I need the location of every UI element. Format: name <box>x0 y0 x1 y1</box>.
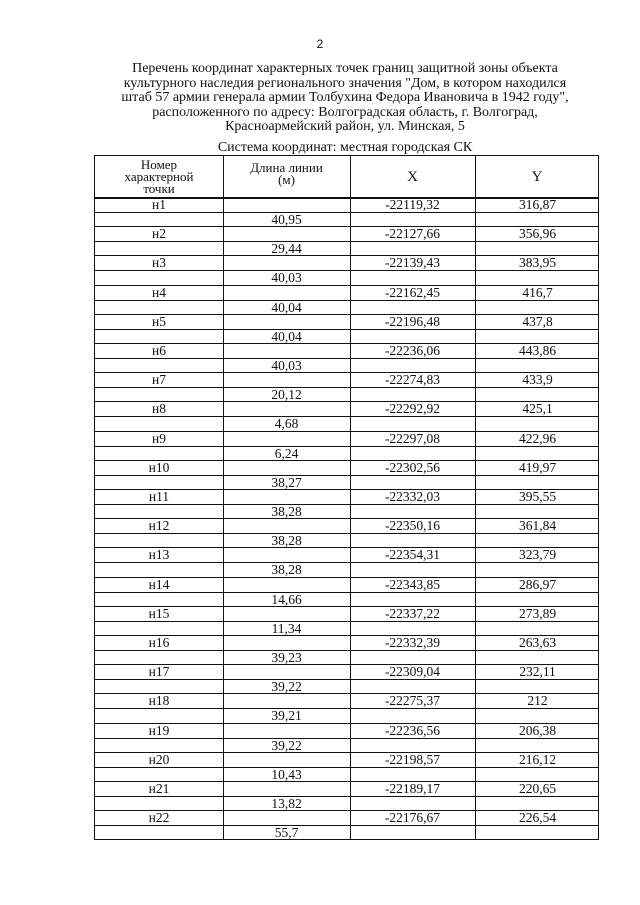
y-coordinate-cell: 356,96 <box>518 226 557 242</box>
x-coordinate-cell: -22189,17 <box>384 781 441 796</box>
y-coordinate-cell: 273,89 <box>518 605 557 621</box>
line-length-cell: 39,21 <box>271 708 302 724</box>
point-name-cell: н18 <box>148 693 170 709</box>
point-name-cell: н1 <box>152 197 166 212</box>
x-coordinate-cell: -22198,57 <box>384 751 441 767</box>
line-length-cell: 38,28 <box>271 533 302 549</box>
line-length-cell: 39,23 <box>271 650 302 665</box>
x-coordinate-cell: -22275,37 <box>384 693 441 709</box>
point-name-cell: н12 <box>148 518 170 534</box>
y-coordinate-cell: 220,65 <box>518 781 557 796</box>
title-line: расположенного по адресу: Волгоградская область, г. Волгоград, <box>152 104 538 120</box>
y-coordinate-cell: 206,38 <box>518 722 557 738</box>
header-y: Y <box>531 168 543 185</box>
x-coordinate-cell: -22350,16 <box>384 518 441 534</box>
title-line: Красноармейский район, ул. Минская, 5 <box>225 119 465 134</box>
line-length-cell: 6,24 <box>274 445 299 461</box>
point-name-cell: н5 <box>152 313 166 329</box>
line-length-cell: 13,82 <box>271 796 302 811</box>
line-length-cell: 40,95 <box>271 212 302 227</box>
x-coordinate-cell: -22337,22 <box>384 605 441 621</box>
y-coordinate-cell: 286,97 <box>518 576 557 592</box>
header-length: Длина линии (м) <box>250 159 323 187</box>
point-name-cell: н7 <box>152 372 166 388</box>
document-title <box>95 62 595 135</box>
x-coordinate-cell: -22354,31 <box>384 547 441 563</box>
line-length-cell: 40,03 <box>271 358 302 373</box>
point-name-cell: н14 <box>148 576 170 592</box>
x-coordinate-cell: -22302,56 <box>384 459 441 475</box>
x-coordinate-cell: -22332,03 <box>384 489 441 504</box>
y-coordinate-cell: 263,63 <box>518 635 557 650</box>
point-name-cell: н8 <box>152 401 166 417</box>
y-coordinate-cell: 443,86 <box>518 343 557 358</box>
point-name-cell: н17 <box>148 664 170 680</box>
line-length-cell: 4,68 <box>274 416 299 432</box>
x-coordinate-cell: -22162,45 <box>384 284 441 300</box>
line-length-cell: 39,22 <box>271 737 302 753</box>
x-coordinate-cell: -22292,92 <box>384 401 441 417</box>
page-number: 2 <box>316 37 324 51</box>
x-coordinate-cell: -22297,08 <box>384 430 441 446</box>
coordinate-system-caption: Система координат: местная городская СК <box>217 140 473 155</box>
y-coordinate-cell: 437,8 <box>522 313 553 329</box>
point-name-cell: н21 <box>148 781 170 796</box>
x-coordinate-cell: -22196,48 <box>384 313 441 329</box>
line-length-cell: 40,04 <box>271 328 302 344</box>
coordinates-table <box>94 155 599 840</box>
title-line: штаб 57 армии генерала армии Толбухина Федора Ивановича в 1942 году", <box>121 90 569 105</box>
line-length-cell: 38,28 <box>271 504 302 519</box>
header-point: Номер характерной точки <box>124 156 194 196</box>
y-coordinate-cell: 323,79 <box>518 547 557 563</box>
y-coordinate-cell: 216,12 <box>518 751 557 767</box>
line-length-cell: 39,22 <box>271 679 302 695</box>
y-coordinate-cell: 419,97 <box>518 459 557 475</box>
point-name-cell: н2 <box>152 226 166 242</box>
point-name-cell: н11 <box>148 489 170 504</box>
line-length-cell: 14,66 <box>271 591 302 607</box>
point-name-cell: н3 <box>152 255 166 271</box>
x-coordinate-cell: -22176,67 <box>384 810 441 826</box>
y-coordinate-cell: 416,7 <box>522 284 553 300</box>
x-coordinate-cell: -22119,32 <box>385 197 440 212</box>
point-name-cell: н9 <box>152 430 166 446</box>
line-length-cell: 20,12 <box>271 387 302 403</box>
point-name-cell: н19 <box>148 722 170 738</box>
y-coordinate-cell: 425,1 <box>522 401 553 417</box>
point-name-cell: н6 <box>152 343 166 358</box>
point-name-cell: н15 <box>148 605 170 621</box>
title-line: Перечень координат характерных точек границ защитной зоны объекта <box>132 61 558 76</box>
y-coordinate-cell: 226,54 <box>518 810 557 826</box>
x-coordinate-cell: -22343,85 <box>384 576 441 592</box>
point-name-cell: н4 <box>152 284 166 300</box>
y-coordinate-cell: 383,95 <box>518 255 557 271</box>
x-coordinate-cell: -22309,04 <box>384 664 441 680</box>
x-coordinate-cell: -22236,06 <box>384 343 441 358</box>
header-x: X <box>407 168 418 185</box>
y-coordinate-cell: 232,11 <box>519 664 556 680</box>
line-length-cell: 11,34 <box>271 620 302 636</box>
y-coordinate-cell: 395,55 <box>518 489 557 504</box>
x-coordinate-cell: -22139,43 <box>384 255 441 271</box>
y-coordinate-cell: 316,87 <box>518 197 557 212</box>
y-coordinate-cell: 433,9 <box>522 372 553 388</box>
title-line: культурного наследия регионального значения "Дом, в котором находился <box>123 75 567 91</box>
line-length-cell: 38,28 <box>271 562 302 578</box>
point-name-cell: н16 <box>148 635 170 650</box>
point-name-cell: н20 <box>148 751 170 767</box>
y-coordinate-cell: 361,84 <box>518 518 557 534</box>
y-coordinate-cell: 212 <box>527 693 548 709</box>
line-length-cell: 40,03 <box>271 270 302 286</box>
line-length-cell: 10,43 <box>271 766 302 782</box>
point-name-cell: н10 <box>148 459 170 475</box>
line-length-cell: 29,44 <box>271 241 302 257</box>
x-coordinate-cell: -22274,83 <box>384 372 441 388</box>
point-name-cell: н13 <box>148 547 170 563</box>
y-coordinate-cell: 422,96 <box>518 430 557 446</box>
line-length-cell: 55,7 <box>274 825 299 841</box>
point-name-cell: н22 <box>148 810 170 826</box>
x-coordinate-cell: -22236,56 <box>384 722 441 738</box>
line-length-cell: 40,04 <box>271 299 302 315</box>
line-length-cell: 38,27 <box>271 474 302 490</box>
x-coordinate-cell: -22332,39 <box>384 635 441 650</box>
x-coordinate-cell: -22127,66 <box>384 226 441 242</box>
